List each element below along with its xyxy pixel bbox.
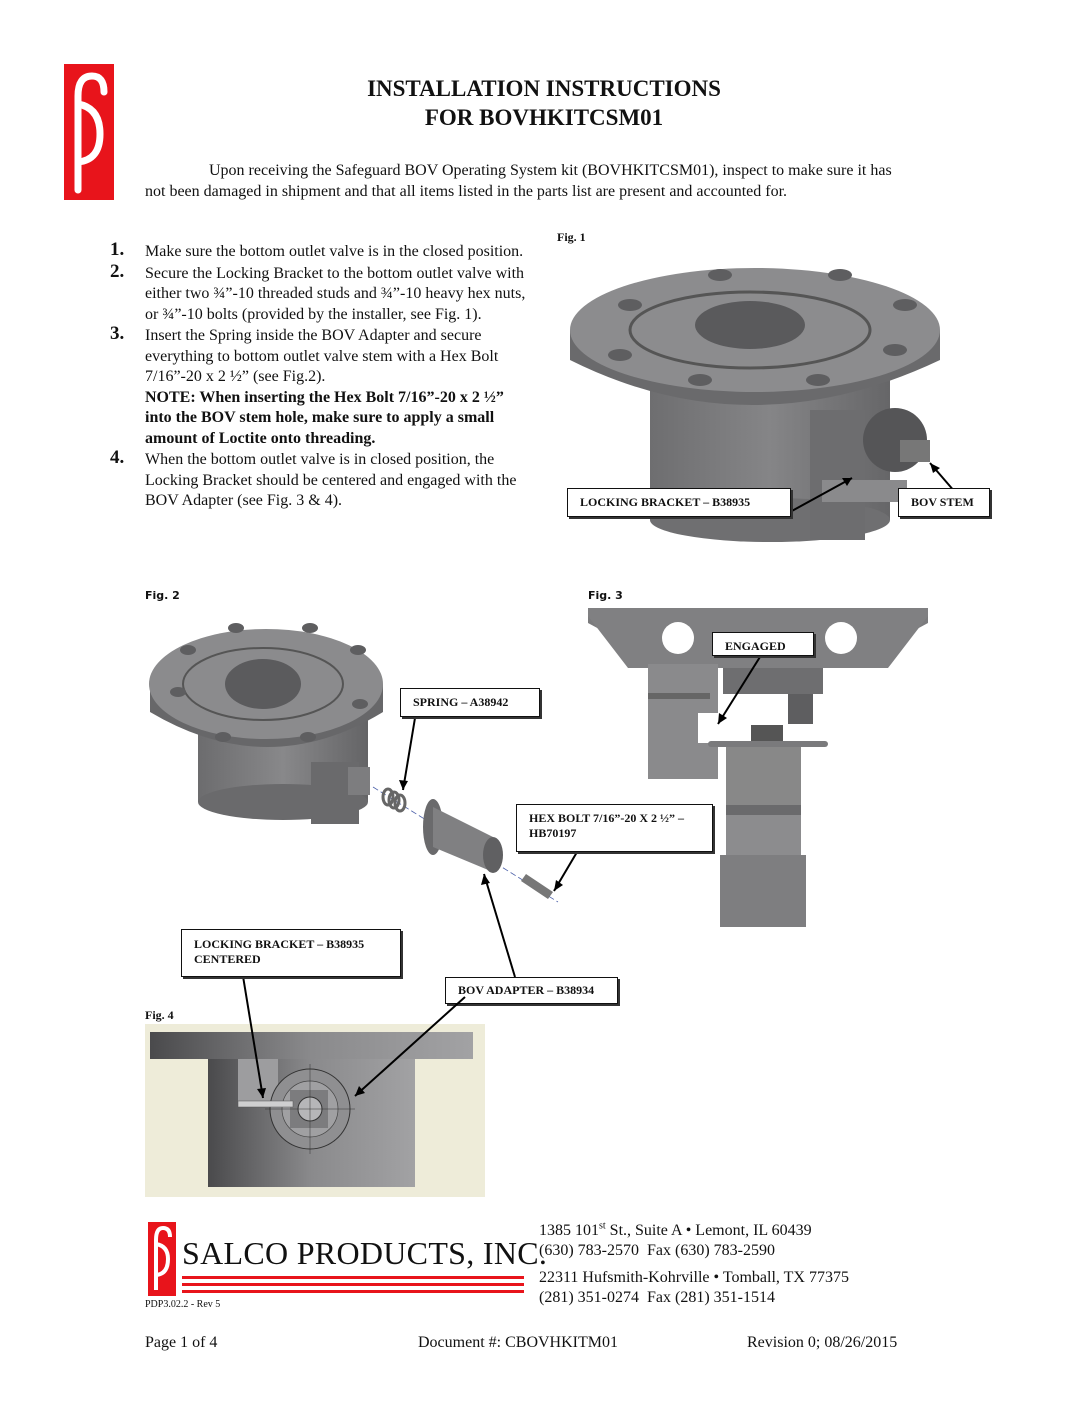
callout-hex-bolt-line1: HEX BOLT 7/16”-20 X 2 ½” – — [529, 811, 685, 825]
address-line1-sup: st — [599, 1220, 606, 1232]
step-text: Secure the Locking Bracket to the bottom outlet valve with either two ¾”-10 threaded studs and ¾”-10 heavy hex nuts, or ¾”-10 bolts (provided by the installer, see Fig. 1). — [145, 264, 526, 323]
fig-4-label: Fig. 4 — [145, 1008, 174, 1022]
step-number: 1. — [110, 239, 125, 260]
callout-bov-stem: BOV STEM — [898, 488, 990, 517]
step-4 — [110, 447, 530, 512]
fig-4-illustration — [145, 1024, 485, 1197]
intro-text: Upon receiving the Safeguard BOV Operating System kit (BOVHKITCSM01), inspect to make sure it has not been damaged in shipment and that all items listed in the parts list are present and accounted for. — [145, 162, 892, 200]
intro-paragraph — [145, 160, 915, 202]
callout-locking-bracket-centered — [181, 929, 401, 977]
step-text: Insert the Spring inside the BOV Adapter and secure everything to bottom outlet valve stem with a Hex Bolt 7/16”-20 x 2 ½” (see Fig.2). — [145, 327, 499, 385]
callout-line2: CENTERED — [194, 952, 261, 966]
step-2 — [110, 260, 530, 326]
phone-tomball: (281) 351-0274 Fax (281) 351-1514 — [539, 1289, 775, 1306]
fig-3-label: Fig. 3 — [588, 589, 623, 602]
step-number: 4. — [110, 447, 125, 468]
step-3 — [110, 323, 530, 449]
phone-lemont: (630) 783-2570 Fax (630) 783-2590 — [539, 1242, 775, 1259]
locking-bracket — [810, 410, 865, 540]
bov-adapter — [726, 747, 801, 807]
footer-logo — [148, 1222, 548, 1296]
document-number: Document #: CBOVHKITM01 — [418, 1334, 618, 1351]
callout-line1: LOCKING BRACKET – B38935 — [194, 937, 365, 951]
fig-3-illustration — [588, 608, 933, 933]
callout-hex-bolt-line2: HB70197 — [529, 826, 577, 840]
title-line-1: INSTALLATION INSTRUCTIONS — [367, 76, 721, 101]
step-number: 3. — [110, 323, 125, 344]
revision-date: Revision 0; 08/26/2015 — [747, 1334, 898, 1351]
page-number: Page 1 of 4 — [145, 1334, 218, 1351]
title-line-2: FOR BOVHKITCSM01 — [424, 105, 664, 130]
step-1 — [110, 239, 530, 263]
fig-2-illustration — [148, 612, 578, 912]
callout-locking-bracket: LOCKING BRACKET – B38935 — [567, 488, 791, 517]
address-line1-pre: 1385 101 — [539, 1222, 599, 1239]
company-name: SALCO PRODUCTS, INC. — [182, 1235, 548, 1271]
hex-bolt — [521, 874, 553, 899]
bov-stem — [900, 440, 930, 462]
address-line1-post: St., Suite A • Lemont, IL 60439 — [605, 1222, 812, 1239]
address-tomball: 22311 Hufsmith-Kohrville • Tomball, TX 77375 — [539, 1269, 849, 1286]
step-text: Make sure the bottom outlet valve is in the closed position. — [145, 243, 524, 260]
flange-bore — [695, 301, 805, 349]
step-text: When the bottom outlet valve is in closed position, the Locking Bracket should be centered and engaged with the BOV Adapter (see Fig. 3 & 4). — [145, 451, 517, 509]
callout-engaged: ENGAGED — [712, 632, 814, 656]
step-number: 2. — [110, 260, 125, 282]
step-note: NOTE: When inserting the Hex Bolt 7/16”-20 x 2 ½” into the BOV stem hole, make sure to apply a small amount of Loctite onto threading. — [145, 388, 504, 447]
callout-spring: SPRING – A38942 — [400, 688, 540, 717]
form-code: PDP3.02.2 - Rev 5 — [145, 1299, 221, 1310]
red-rule — [182, 1276, 524, 1279]
address-lemont — [539, 1221, 812, 1241]
callout-bov-adapter: BOV ADAPTER – B38934 — [445, 977, 618, 1004]
fig-2-label: Fig. 2 — [145, 589, 180, 602]
page-title — [0, 74, 1088, 132]
spring — [383, 789, 405, 811]
fig-1-label: Fig. 1 — [557, 230, 586, 244]
steps-list — [110, 239, 530, 513]
red-rule — [182, 1290, 524, 1293]
red-rule — [182, 1283, 524, 1286]
